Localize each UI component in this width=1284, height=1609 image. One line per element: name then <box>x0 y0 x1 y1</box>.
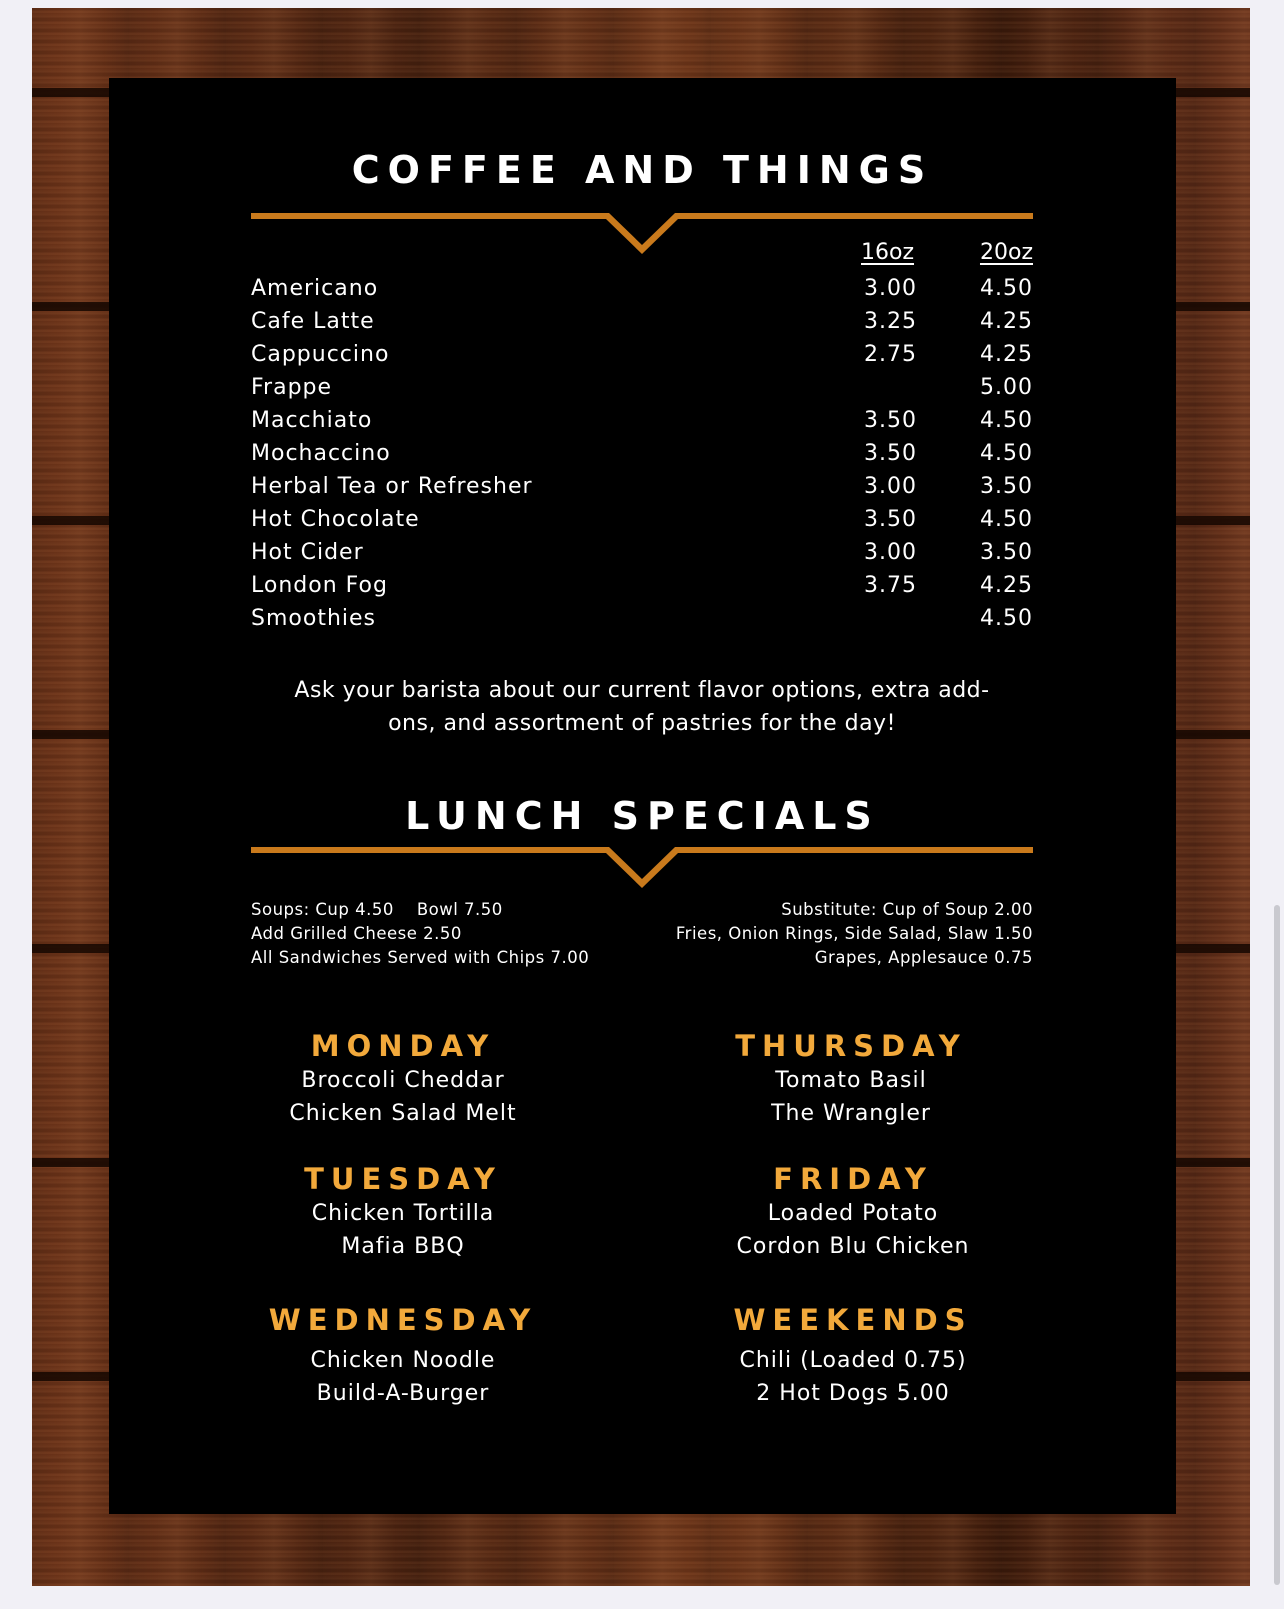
day-item: Chili (Loaded 0.75) <box>739 1348 967 1373</box>
day-item: The Wrangler <box>771 1101 931 1126</box>
menu-row <box>251 540 1033 573</box>
day-wednesday <box>193 1302 613 1410</box>
price-16oz: 3.25 <box>864 309 917 334</box>
price-20oz: 4.25 <box>980 573 1033 598</box>
day-tuesday <box>193 1161 613 1263</box>
menu-row <box>251 573 1033 606</box>
item-name: Frappe <box>251 375 333 400</box>
day-monday <box>193 1028 613 1130</box>
menu-row <box>251 441 1033 474</box>
price-16oz: 3.50 <box>864 441 917 466</box>
item-name: Americano <box>251 276 379 301</box>
day-friday <box>643 1161 1063 1263</box>
item-name: Herbal Tea or Refresher <box>251 474 533 499</box>
size-20oz-header: 20oz <box>979 240 1033 265</box>
substitute-pricing <box>676 898 1033 970</box>
item-name: Macchiato <box>251 408 373 433</box>
price-20oz: 4.50 <box>980 408 1033 433</box>
day-item: Chicken Tortilla <box>311 1201 495 1226</box>
barista-note-line: ons, and assortment of pastries for the day! <box>388 711 896 736</box>
day-thursday <box>641 1028 1061 1130</box>
day-name: THURSDAY <box>735 1029 967 1063</box>
price-20oz: 4.50 <box>980 441 1033 466</box>
barista-note-line: Ask your barista about our current flavor options, extra add- <box>294 678 990 703</box>
price-20oz: 4.50 <box>980 606 1033 631</box>
pricing-line: Add Grilled Cheese 2.50 <box>251 924 462 943</box>
price-16oz: 2.75 <box>864 342 917 367</box>
coffee-menu-list <box>251 276 1033 639</box>
day-item: Broccoli Cheddar <box>301 1068 505 1093</box>
menu-row <box>251 309 1033 342</box>
price-20oz: 3.50 <box>980 540 1033 565</box>
day-item: Cordon Blu Chicken <box>736 1234 970 1259</box>
coffee-title: COFFEE AND THINGS <box>351 148 934 192</box>
price-16oz: 3.75 <box>864 573 917 598</box>
menu-row <box>251 606 1033 639</box>
price-16oz: 3.00 <box>864 474 917 499</box>
price-20oz: 4.50 <box>980 507 1033 532</box>
menu-board <box>109 78 1176 1514</box>
day-name: WEDNESDAY <box>268 1303 538 1337</box>
day-item: Mafia BBQ <box>341 1234 465 1259</box>
day-name: FRIDAY <box>773 1162 933 1196</box>
pricing-line: All Sandwiches Served with Chips 7.00 <box>251 948 590 967</box>
pricing-line: Grapes, Applesauce 0.75 <box>814 948 1033 967</box>
day-item: Chicken Noodle <box>310 1348 496 1373</box>
price-20oz: 4.25 <box>980 309 1033 334</box>
price-16oz: 3.50 <box>864 408 917 433</box>
day-item: Loaded Potato <box>767 1201 939 1226</box>
menu-row <box>251 408 1033 441</box>
item-name: Smoothies <box>251 606 376 631</box>
menu-row <box>251 375 1033 408</box>
day-weekends <box>643 1302 1063 1410</box>
day-item: Tomato Basil <box>775 1068 927 1093</box>
day-name: MONDAY <box>310 1029 496 1063</box>
day-item: 2 Hot Dogs 5.00 <box>756 1381 950 1406</box>
price-16oz: 3.00 <box>864 276 917 301</box>
day-item: Build-A-Burger <box>316 1381 490 1406</box>
scrollbar[interactable] <box>1274 905 1280 1585</box>
item-name: Hot Chocolate <box>251 507 420 532</box>
menu-row <box>251 276 1033 309</box>
day-item: Chicken Salad Melt <box>289 1101 517 1126</box>
item-name: Cappuccino <box>251 342 390 367</box>
pricing-line: Substitute: Cup of Soup 2.00 <box>781 900 1033 919</box>
price-16oz: 3.50 <box>864 507 917 532</box>
menu-row <box>251 474 1033 507</box>
price-20oz: 4.25 <box>980 342 1033 367</box>
lunch-title: LUNCH SPECIALS <box>405 794 880 838</box>
item-name: Cafe Latte <box>251 309 375 334</box>
item-name: Hot Cider <box>251 540 364 565</box>
pricing-line: Soups: Cup 4.50 Bowl 7.50 <box>251 900 503 919</box>
menu-row <box>251 342 1033 375</box>
lunch-divider <box>251 844 1033 890</box>
pricing-line: Fries, Onion Rings, Side Salad, Slaw 1.50 <box>675 924 1033 943</box>
coffee-divider <box>251 210 1033 256</box>
size-16oz-header: 16oz <box>861 240 915 265</box>
day-name: TUESDAY <box>304 1162 502 1196</box>
item-name: Mochaccino <box>251 441 391 466</box>
price-20oz: 4.50 <box>980 276 1033 301</box>
price-20oz: 3.50 <box>980 474 1033 499</box>
item-name: London Fog <box>251 573 388 598</box>
price-20oz: 5.00 <box>980 375 1033 400</box>
price-16oz: 3.00 <box>864 540 917 565</box>
barista-note <box>251 674 1033 740</box>
soup-pricing <box>251 898 589 970</box>
day-name: WEEKENDS <box>733 1303 973 1337</box>
menu-row <box>251 507 1033 540</box>
